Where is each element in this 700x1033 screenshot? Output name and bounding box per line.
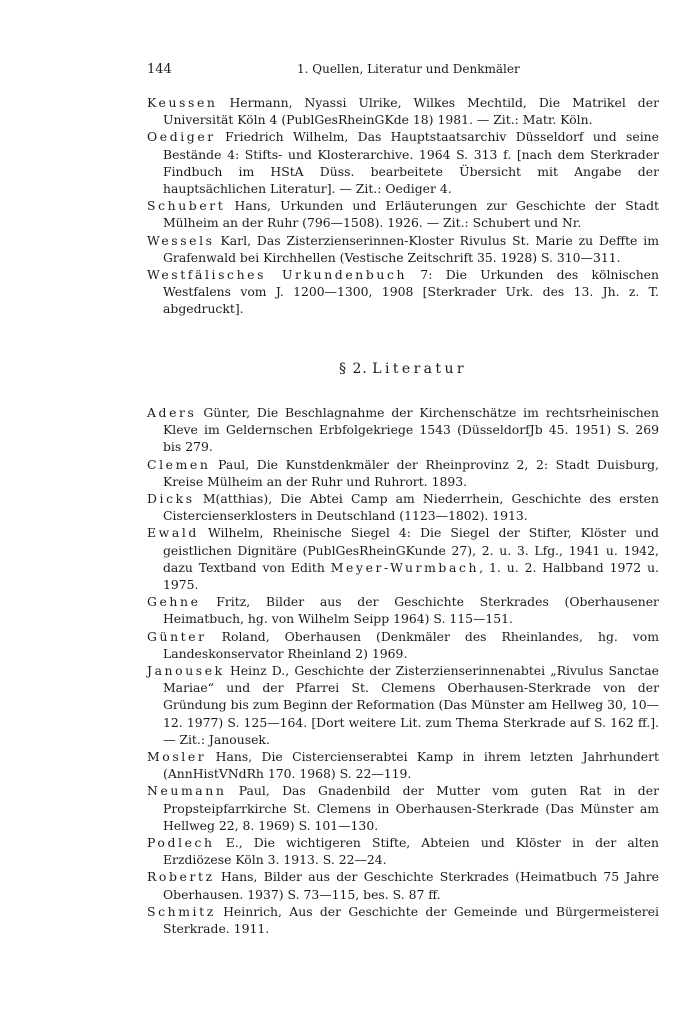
entry-text: E., Die wichtigeren Stifte, Abteien und Klöster in der alten Erzdiözese Köln 3. 1913. S. 22—24.	[163, 835, 659, 868]
entry-text: M(atthias), Die Abtei Camp am Niederrhein, Geschichte des ersten Cistercienserklosters in Deutschland (1123—1802). 1913.	[163, 491, 659, 524]
entry-author: Clemen	[147, 456, 211, 472]
bibliography-entry	[147, 128, 659, 197]
entry-text: Heinrich, Aus der Geschichte der Gemeinde und Bürgermeisterei Sterkrade. 1911.	[163, 903, 659, 937]
bibliography-entry	[147, 748, 659, 782]
entry-text: 7: Die Urkunden des kölnischen Westfalens vom J. 1200—1300, 1908 [Sterkrader Urk. des 13. Jh. z. T. abgedruckt].	[163, 267, 659, 317]
entry-author: Gehne	[147, 594, 201, 610]
bibliography-entry	[147, 628, 659, 662]
entry-author: Schmitz	[147, 903, 216, 919]
entry-text-continued: , 1. u. 2. Halbband 1972 u. 1975.	[163, 559, 659, 593]
entry-author: Westfälisches Urkundenbuch	[147, 267, 408, 283]
bibliography-entry	[147, 524, 659, 593]
entry-author: Janousek	[147, 663, 225, 679]
entry-text: Hermann, Nyassi Ulrike, Wilkes Mechtild, Die Matrikel der Universität Köln 4 (PublGesRheinGKde 18) 1981. — Zit.: Matr. Köln.	[163, 95, 659, 128]
entry-text: Friedrich Wilhelm, Das Hauptstaatsarchiv Düsseldorf und seine Bestände 4: Stifts- und Klosterarchive. 1964 S. 313 f. [nach dem Sterkrader Findbuch im HStA Düss. bearbeitete Übersicht mit Angabe der hauptsächlichen Literatur]. — Zit.: Oediger 4.	[163, 129, 659, 197]
section-title: Literatur	[372, 361, 467, 377]
bibliography-entry	[147, 94, 659, 128]
entry-author: Aders	[147, 405, 197, 420]
entry-author: Neumann	[147, 783, 227, 799]
entry-coauthor: Meyer-Wurmbach	[330, 559, 480, 575]
entry-author: Wessels	[147, 232, 215, 248]
bibliography-entry	[147, 782, 659, 834]
entry-text: Wilhelm, Rheinische Siegel 4: Die Siegel der Stifter, Klöster und geistlichen Dignitäre (PublGesRheinGKunde 27), 2. u. 3. Lfg., 1941 u. 1942, dazu Textband von Edith	[163, 525, 659, 575]
bibliography-entry	[147, 662, 659, 748]
entry-text: Hans, Urkunden und Erläuterungen zur Geschichte der Stadt Mülheim an der Ruhr (796—1508). 1926. — Zit.: Schubert und Nr.	[163, 198, 659, 231]
bibliography-entry	[147, 404, 659, 456]
entry-text: Hans, Bilder aus der Geschichte Sterkrades (Heimatbuch 75 Jahre Oberhausen. 1937) S. 73—115, bes. S. 87 ff.	[163, 869, 659, 902]
section-number: § 2.	[339, 361, 368, 377]
entry-text: Hans, Die Cistercienserabtei Kamp in ihrem letzten Jahrhundert (AnnHistVNdRh 170. 1968) S. 22—119.	[163, 749, 659, 782]
entry-author: Mosler	[147, 749, 207, 765]
bibliography-entry	[147, 197, 659, 231]
entry-author: Dicks	[147, 491, 195, 507]
entry-author: Günter	[147, 628, 207, 644]
bibliography-entry	[147, 868, 659, 902]
bibliography-entry	[147, 834, 659, 868]
entry-author: Oediger	[147, 129, 216, 145]
entry-author: Robertz	[147, 869, 215, 885]
bibliography-entry	[147, 456, 659, 490]
page-number: 144	[147, 62, 172, 77]
bibliography-entry	[147, 266, 659, 318]
entry-author: Schubert	[147, 198, 226, 214]
entry-text: Karl, Das Zisterzienserinnen-Kloster Rivulus St. Marie zu Deffte im Grafenwald bei Kirchhellen (Vestische Zeitschrift 35. 1928) S. 310—311.	[163, 232, 659, 265]
entry-author: Keussen	[147, 95, 218, 110]
entry-author: Ewald	[147, 525, 199, 541]
literature-list	[147, 404, 659, 937]
running-head: 1. Quellen, Literatur und Denkmäler	[297, 62, 520, 76]
bibliography-entry	[147, 232, 659, 266]
bibliography-entry	[147, 903, 659, 937]
page-header	[147, 62, 659, 82]
entry-text: Paul, Das Gnadenbild der Mutter vom guten Rat in der Propsteipfarrkirche St. Clemens in Oberhausen-Sterkrade (Das Münster am Hellweg 22, 8. 1969) S. 101—130.	[163, 783, 659, 833]
entry-text: Heinz D., Geschichte der Zisterzienserinnenabtei „Rivulus Sanctae Mariae“ und der Pfarrei St. Clemens Oberhausen-Sterkrade von der Gründung bis zum Beginn der Reformation (Das Münster am Hellweg 30, 10—12. 1977) S. 125—164. [Dort weitere Lit. zum Thema Sterkrade auf S. 162 ff.]. — Zit.: Janousek.	[163, 663, 659, 747]
sources-list	[147, 94, 659, 318]
entry-text: Roland, Oberhausen (Denkmäler des Rheinlandes, hg. vom Landeskonservator Rheinland 2) 1969.	[163, 628, 659, 661]
entry-text: Günter, Die Beschlagnahme der Kirchenschätze im rechtsrheinischen Kleve im Geldernschen Erbfolgekriege 1543 (DüsseldorfJb 45. 1951) S. 269 bis 279.	[163, 405, 659, 455]
entry-text: Fritz, Bilder aus der Geschichte Sterkrades (Oberhausener Heimatbuch, hg. von Wilhelm Seipp 1964) S. 115—151.	[163, 594, 659, 627]
entry-author: Podlech	[147, 835, 215, 851]
bibliography-entry	[147, 490, 659, 524]
section-heading	[147, 361, 659, 377]
bibliography-entry	[147, 593, 659, 627]
entry-text: Paul, Die Kunstdenkmäler der Rheinprovinz 2, 2: Stadt Duisburg, Kreise Mülheim an der Ruhr und Ruhrort. 1893.	[163, 456, 659, 489]
